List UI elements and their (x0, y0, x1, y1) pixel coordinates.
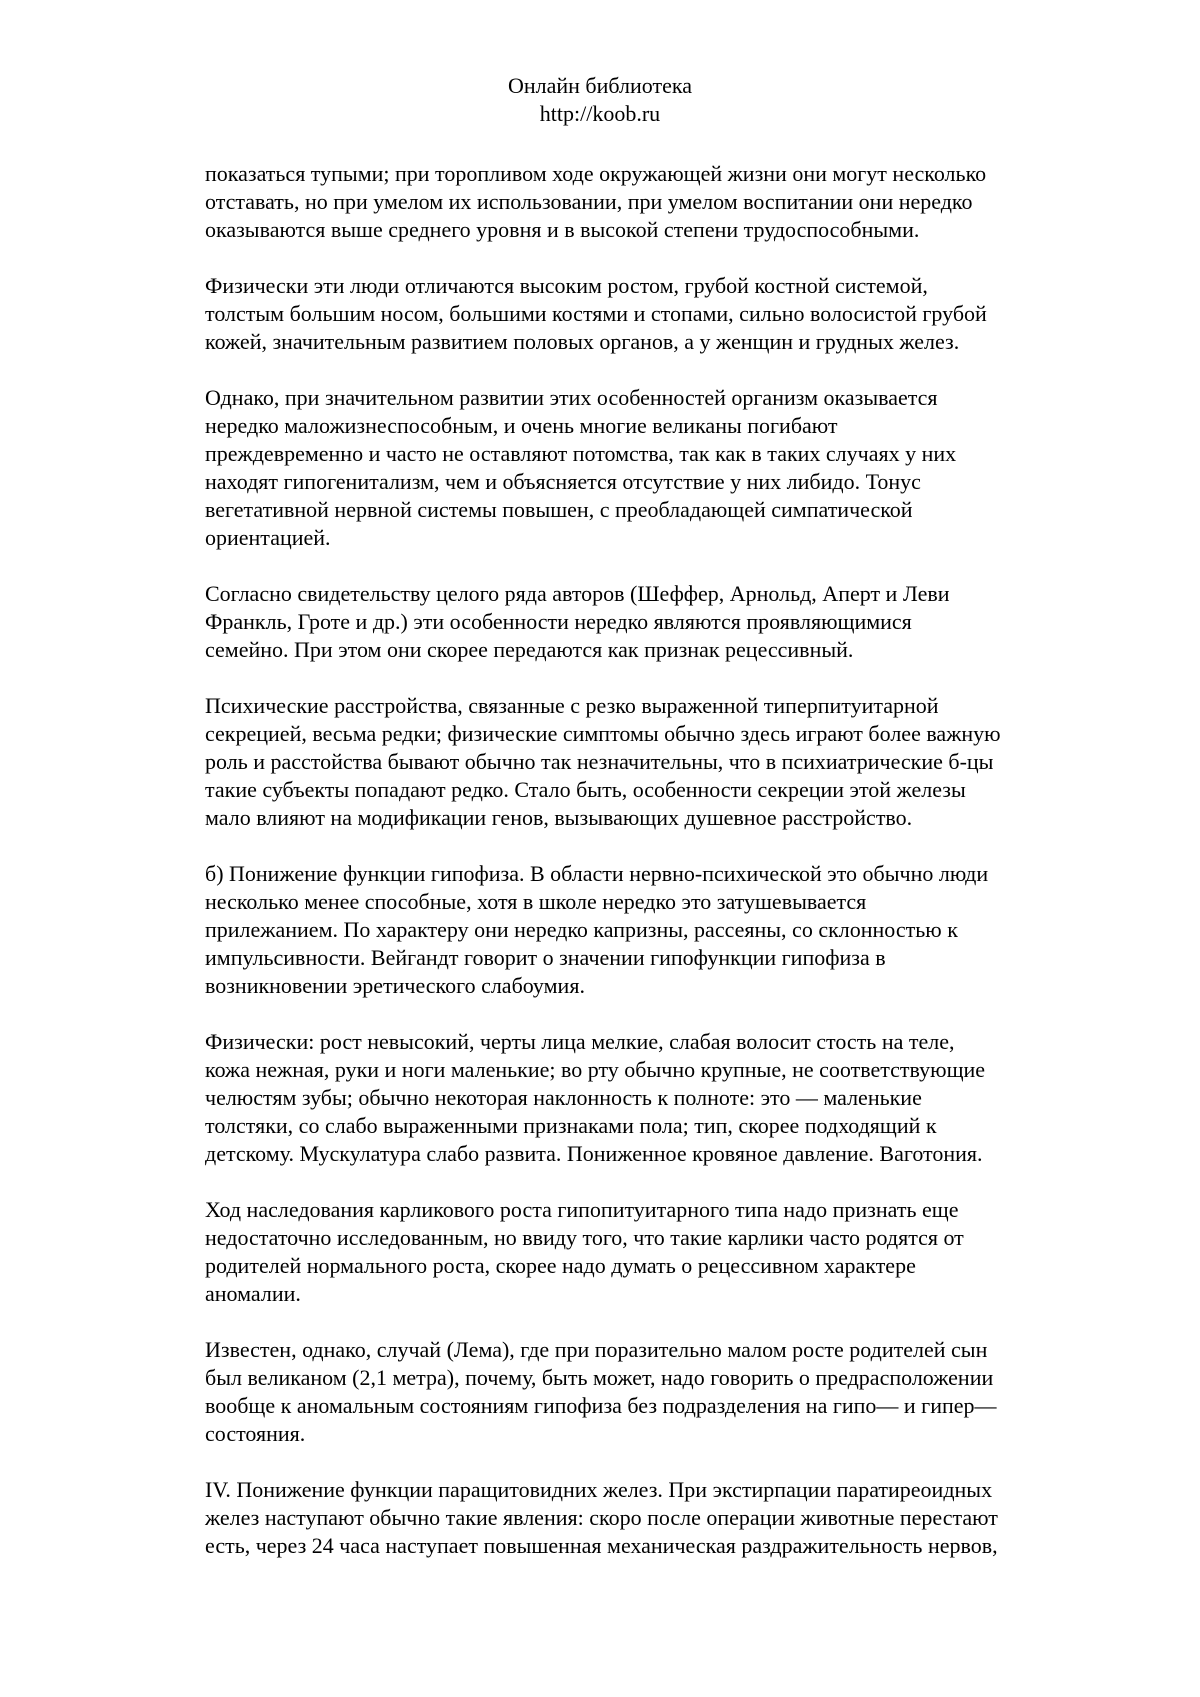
text-line: недостаточно исследованным, но ввиду того, что такие карлики часто родятся от (205, 1225, 964, 1250)
text-line: прилежанием. По характеру они нередко капризны, рассеяны, со склонностью к (205, 917, 958, 942)
text-line: такие субъекты попадают редко. Стало быть, особенности секреции этой железы (205, 777, 966, 802)
paragraph (205, 1028, 1095, 1168)
text-line: отставать, но при умелом их использовании, при умелом воспитании они нередко (205, 189, 973, 214)
text-line: преждевременно и часто не оставляют потомства, так как в таких случаях у них (205, 441, 957, 466)
page-header (0, 72, 1200, 128)
text-line: детскому. Мускулатура слабо развита. Пониженное кровяное давление. Ваготония. (205, 1141, 983, 1166)
text-line: Физически эти люди отличаются высоким ростом, грубой костной системой, (205, 273, 928, 298)
text-line: несколько менее способные, хотя в школе нередко это затушевывается (205, 889, 867, 914)
text-line: Известен, однако, случай (Лема), где при поразительно малом росте родителей сын (205, 1337, 988, 1362)
text-line: ориентацией. (205, 525, 331, 550)
text-line: толстым большим носом, большими костями и стопами, сильно волосистой грубой (205, 301, 987, 326)
library-title: Онлайн библиотека (507, 73, 693, 98)
paragraph (205, 1476, 1095, 1560)
text-line: семейно. При этом они скорее передаются как признак рецессивный. (205, 637, 854, 662)
paragraph (205, 384, 1095, 552)
text-line: Ход наследования карликового роста гипопитуитарного типа надо признать еще (205, 1197, 959, 1222)
text-line: секрецией, весьма редки; физические симптомы обычно здесь играют более важную (205, 721, 1001, 746)
text-line: б) Понижение функции гипофиза. В области нервно-психической это обычно люди (205, 861, 989, 886)
text-line: есть, через 24 часа наступает повышенная механическая раздражительность нервов, (205, 1533, 998, 1558)
text-line: Франкль, Гроте и др.) эти особенности нередко являются проявляющимися (205, 609, 912, 634)
text-line: Согласно свидетельству целого ряда авторов (Шеффер, Арнольд, Аперт и Леви (205, 581, 950, 606)
text-line: толстяки, со слабо выраженными признаками пола; тип, скорее подходящий к (205, 1113, 937, 1138)
text-line: вегетативной нервной системы повышен, с преобладающей симпатической (205, 497, 913, 522)
text-line: показаться тупыми; при торопливом ходе окружающей жизни они могут несколько (205, 161, 987, 186)
text-line: челюстям зубы; обычно некоторая наклонность к полноте: это — маленькие (205, 1085, 922, 1110)
paragraph (205, 272, 1095, 356)
text-line: Однако, при значительном развитии этих особенностей организм оказывается (205, 385, 938, 410)
library-url: http://koob.ru (539, 101, 661, 126)
paragraph (205, 860, 1095, 1000)
paragraph (205, 1196, 1095, 1308)
text-line: родителей нормального роста, скорее надо думать о рецессивном характере (205, 1253, 916, 1278)
text-line: Физически: рост невысокий, черты лица мелкие, слабая волосит стость на теле, (205, 1029, 955, 1054)
text-line: находят гипогенитализм, чем и объясняется отсутствие у них либидо. Тонус (205, 469, 921, 494)
text-line: желез наступают обычно такие явления: скоро после операции животные перестают (205, 1505, 998, 1530)
text-line: роль и расстойства бывают обычно так незначительны, что в психиатрические б-цы (205, 749, 994, 774)
document-body (205, 160, 1095, 1588)
paragraph (205, 1336, 1095, 1448)
text-line: IV. Понижение функции паращитовидних желез. При экстирпации паратиреоидных (205, 1477, 993, 1502)
paragraph (205, 692, 1095, 832)
text-line: был великаном (2,1 метра), почему, быть может, надо говорить о предрасположении (205, 1365, 994, 1390)
text-line: мало влияют на модификации генов, вызывающих душевное расстройство. (205, 805, 913, 830)
text-line: оказываются выше среднего уровня и в высокой степени трудоспособными. (205, 217, 920, 242)
text-line: кожей, значительным развитием половых органов, а у женщин и грудных желез. (205, 329, 960, 354)
text-line: кожа нежная, руки и ноги маленькие; во рту обычно крупные, не соответствующие (205, 1057, 986, 1082)
text-line: аномалии. (205, 1281, 301, 1306)
paragraph (205, 580, 1095, 664)
paragraph (205, 160, 1095, 244)
text-line: импульсивности. Вейгандт говорит о значении гипофункции гипофиза в (205, 945, 886, 970)
text-line: Психические расстройства, связанные с резко выраженной типерпитуитарной (205, 693, 939, 718)
text-line: нередко маложизнеспособным, и очень многие великаны погибают (205, 413, 838, 438)
text-line: возникновении эретического слабоумия. (205, 973, 585, 998)
text-line: вообще к аномальным состояниям гипофиза без подразделения на гипо— и гипер— (205, 1393, 997, 1418)
text-line: состояния. (205, 1421, 306, 1446)
